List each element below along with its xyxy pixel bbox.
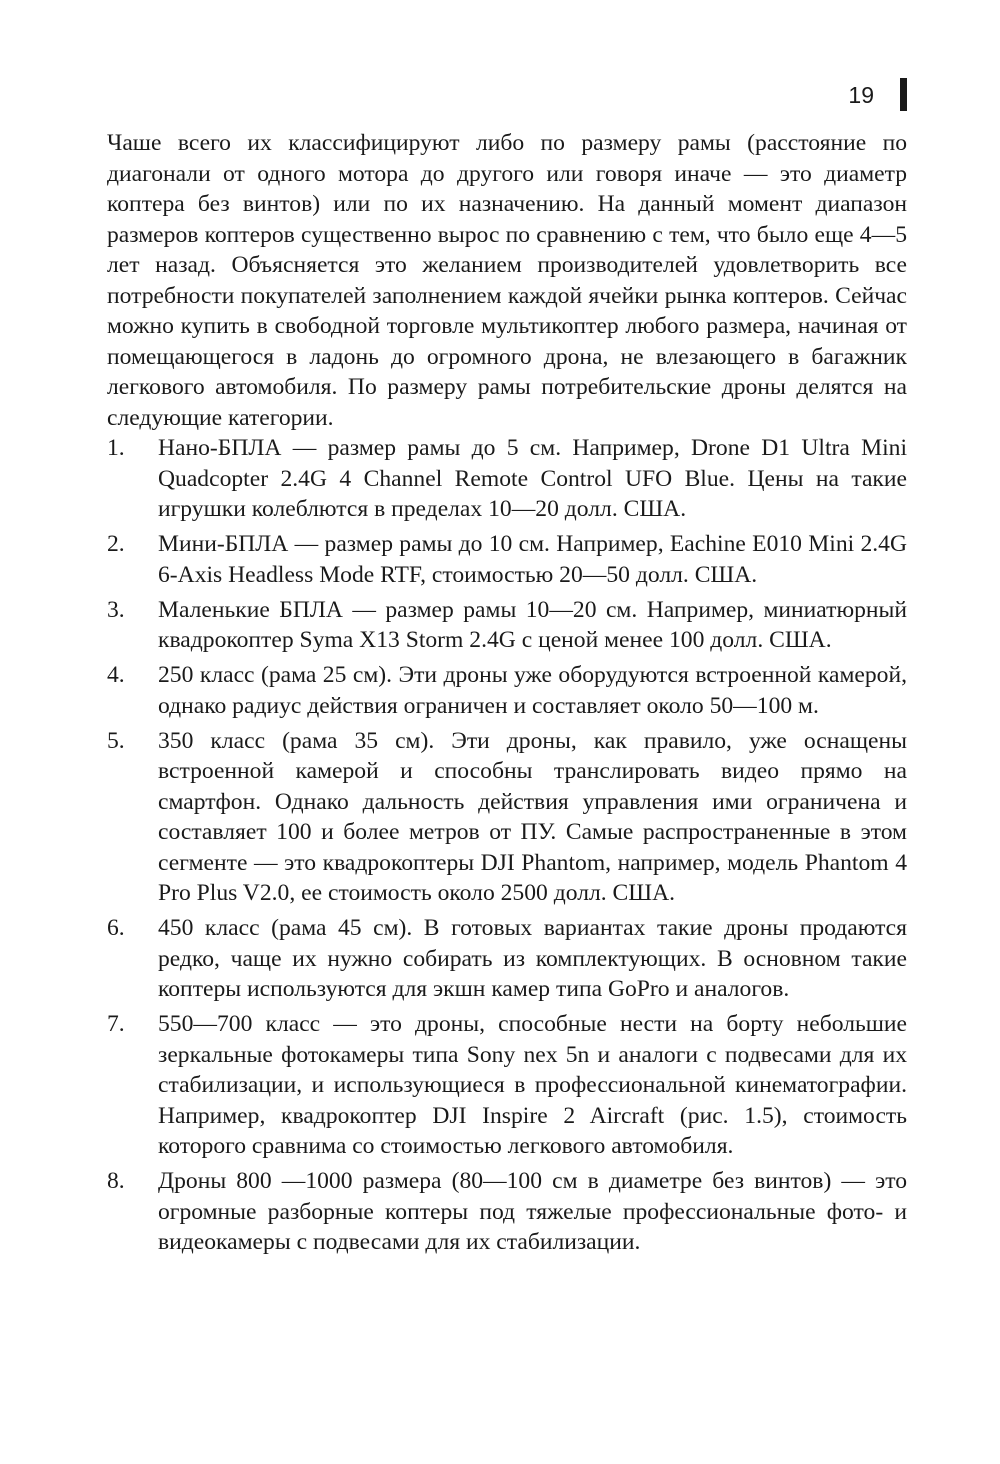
page-body [107,128,907,1262]
list-item [107,660,907,721]
list-item-number: 4. [107,662,125,688]
list-item-text: 250 класс (рама 25 см). Эти дроны уже оборудуются встроенной камерой, однако радиус действия ограничен и составляет около 50—100 м. [158,662,907,719]
list-item [107,913,907,1005]
list-item-text: Маленькие БПЛА — размер рамы 10—20 см. Например, миниатюрный квадрокоптер Syma X13 Storm 2.4G с ценой менее 100 долл. США. [158,596,907,653]
list-item-text: Нано-БПЛА — размер рамы до 5 см. Например, Drone D1 Ultra Mini Quadcopter 2.4G 4 Channel Remote Control UFO Blue. Цены на такие игрушки колеблются в пределах 10—20 долл. США. [158,435,907,522]
list-item-number: 7. [107,1011,125,1037]
list-item [107,1166,907,1258]
list-item-number: 3. [107,596,125,623]
list-item [107,433,907,525]
list-item-text: Мини-БПЛА — размер рамы до 10 см. Например, Eachine E010 Mini 2.4G 6-Axis Headless Mode RTF, стоимостью 20—50 долл. США. [158,531,907,588]
page-number: 19 [848,82,874,108]
list-item [107,726,907,909]
list-item-number: 6. [107,915,125,941]
list-item-text: Дроны 800 —1000 размера (80—100 см в диаметре без винтов) — это огромные разборные коптеры под тяжелые профессиональные фото- и видеокамеры с подвесами для их стабилизации. [158,1168,907,1255]
list-item-text: 350 класс (рама 35 см). Эти дроны, как правило, уже оснащены встроенной камерой и способны транслировать видео прямо на смартфон. Однако дальность действия управления ими ограничена и составляет 100 и более метров от ПУ. Самые распространенные в этом сегменте — это квадрокоптеры DJI Phantom, например, модель Phantom 4 Pro Plus V2.0, ее стоимость около 2500 долл. США. [158,727,907,906]
page-number-bar [900,78,907,111]
list-item [107,529,907,590]
list-item-number: 1. [107,435,125,461]
category-list [107,433,907,1258]
list-item [107,595,907,656]
list-item-text: 450 класс (рама 45 см). В готовых вариантах такие дроны продаются редко, чаще их нужно собирать из комплектующих. В основном такие коптеры используются для экшн камер типа GoPro и аналогов. [158,915,907,1002]
intro-paragraph: Чаше всего их классифицируют либо по размеру рамы (расстояние по диагонали от одного мотора до другого или говоря иначе — это диаметр коптера без винтов) или по их назначению. На данный момент диапазон размеров коптеров существенно вырос по сравнению с тем, что было еще 4—5 лет назад. Объясняется это желанием производителей удовлетворить все потребности покупателей заполнением каждой ячейки рынка коптеров. Сейчас можно купить в свободной торговле мультикоптер любого размера, начиная от помещающегося в ладонь до огромного дрона, не влезающего в багажник легкового автомобиля. По размеру рамы потребительские дроны делятся на следующие категории. [107,130,907,431]
list-item-number: 8. [107,1168,125,1194]
list-item-number: 5. [107,727,125,754]
list-item-text: 550—700 класс — это дроны, способные нести на борту небольшие зеркальные фотокамеры типа Sony nex 5n и аналоги с подвесами для их стабилизации, и использующиеся в профессиональной кинематографии. Например, квадрокоптер DJI Inspire 2 Aircraft (рис. 1.5), стоимость которого сравнима со стоимостью легкового автомобиля. [158,1011,907,1159]
list-item [107,1009,907,1162]
list-item-number: 2. [107,531,125,557]
